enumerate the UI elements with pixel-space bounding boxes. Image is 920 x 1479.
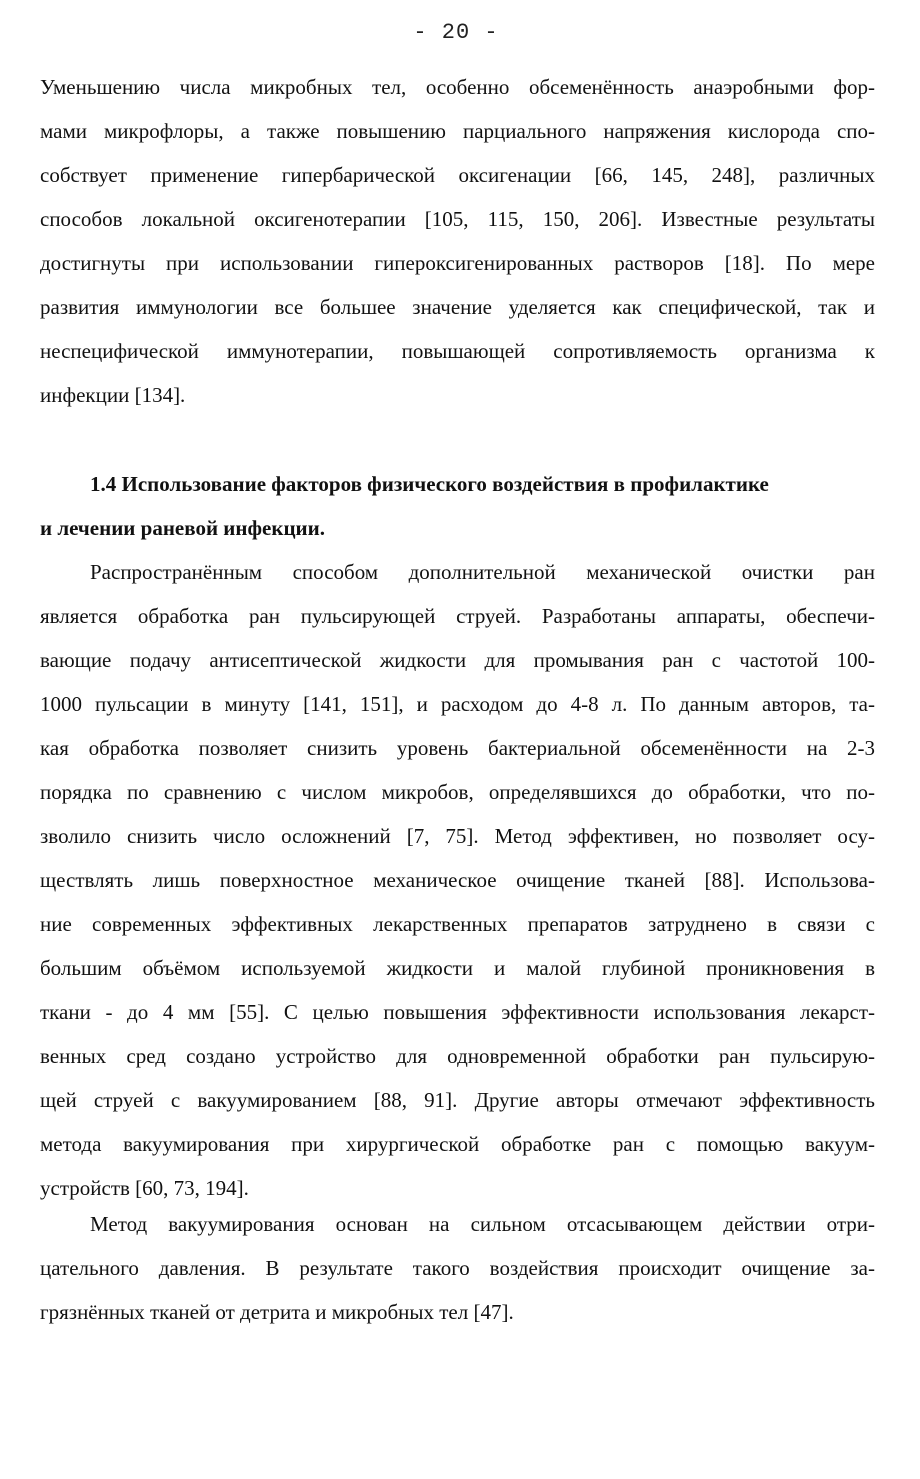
paragraph-line: зволило снизить число осложнений [7, 75]. Метод эффективен, но позволяет осу-	[40, 824, 875, 848]
paragraph-1	[40, 65, 875, 417]
paragraph-line: 1000 пульсации в минуту [141, 151], и расходом до 4-8 л. По данным авторов, та-	[40, 692, 875, 716]
paragraph-line: большим объёмом используемой жидкости и малой глубиной проникновения в	[40, 956, 875, 980]
paragraph-line: порядка по сравнению с числом микробов, определявшихся до обработки, что по-	[40, 780, 875, 804]
paragraph-line: является обработка ран пульсирующей струей. Разработаны аппараты, обеспечи-	[40, 604, 875, 628]
paragraph-line: ществлять лишь поверхностное механическое очищение тканей [88]. Использова-	[40, 868, 875, 892]
paragraph-line: способов локальной оксигенотерапии [105, 115, 150, 206]. Известные результаты	[40, 207, 875, 231]
paragraph-line: цательного давления. В результате такого воздействия происходит очищение за-	[40, 1256, 875, 1280]
section-heading	[40, 462, 875, 550]
paragraph-2	[40, 550, 875, 1210]
heading-line: и лечении раневой инфекции.	[40, 516, 325, 540]
paragraph-line: вающие подачу антисептической жидкости для промывания ран с частотой 100-	[40, 648, 875, 672]
paragraph-line: Уменьшению числа микробных тел, особенно обсеменённость анаэробными фор-	[40, 75, 875, 99]
paragraph-line: собствует применение гипербарической оксигенации [66, 145, 248], различных	[40, 163, 875, 187]
paragraph-line: Метод вакуумирования основан на сильном отсасывающем действии отри-	[90, 1212, 875, 1236]
paragraph-line: развития иммунологии все большее значение уделяется как специфической, так и	[40, 295, 875, 319]
paragraph-line: ние современных эффективных лекарственных препаратов затруднено в связи с	[40, 912, 875, 936]
paragraph-line: достигнуты при использовании гипероксигенированных растворов [18]. По мере	[40, 251, 875, 275]
page-number: - 20 -	[413, 20, 499, 45]
paragraph-line: мами микрофлоры, а также повышению парциального напряжения кислорода спо-	[40, 119, 875, 143]
paragraph-line: ткани - до 4 мм [55]. С целью повышения эффективности использования лекарст-	[40, 1000, 875, 1024]
paragraph-line: метода вакуумирования при хирургической обработке ран с помощью вакуум-	[40, 1132, 875, 1156]
paragraph-line: устройств [60, 73, 194].	[40, 1176, 249, 1200]
paragraph-line: щей струей с вакуумированием [88, 91]. Другие авторы отмечают эффективность	[40, 1088, 875, 1112]
paragraph-line: грязнённых тканей от детрита и микробных тел [47].	[40, 1300, 514, 1324]
paragraph-line: инфекции [134].	[40, 383, 186, 407]
heading-line: 1.4 Использование факторов физического воздействия в профилактике	[90, 472, 769, 496]
paragraph-3	[40, 1202, 875, 1334]
paragraph-line: кая обработка позволяет снизить уровень бактериальной обсеменённости на 2-3	[40, 736, 875, 760]
paragraph-line: неспецифической иммунотерапии, повышающей сопротивляемость организма к	[40, 339, 875, 363]
paragraph-line: Распространённым способом дополнительной механической очистки ран	[90, 560, 875, 584]
paragraph-line: венных сред создано устройство для одновременной обработки ран пульсирую-	[40, 1044, 875, 1068]
